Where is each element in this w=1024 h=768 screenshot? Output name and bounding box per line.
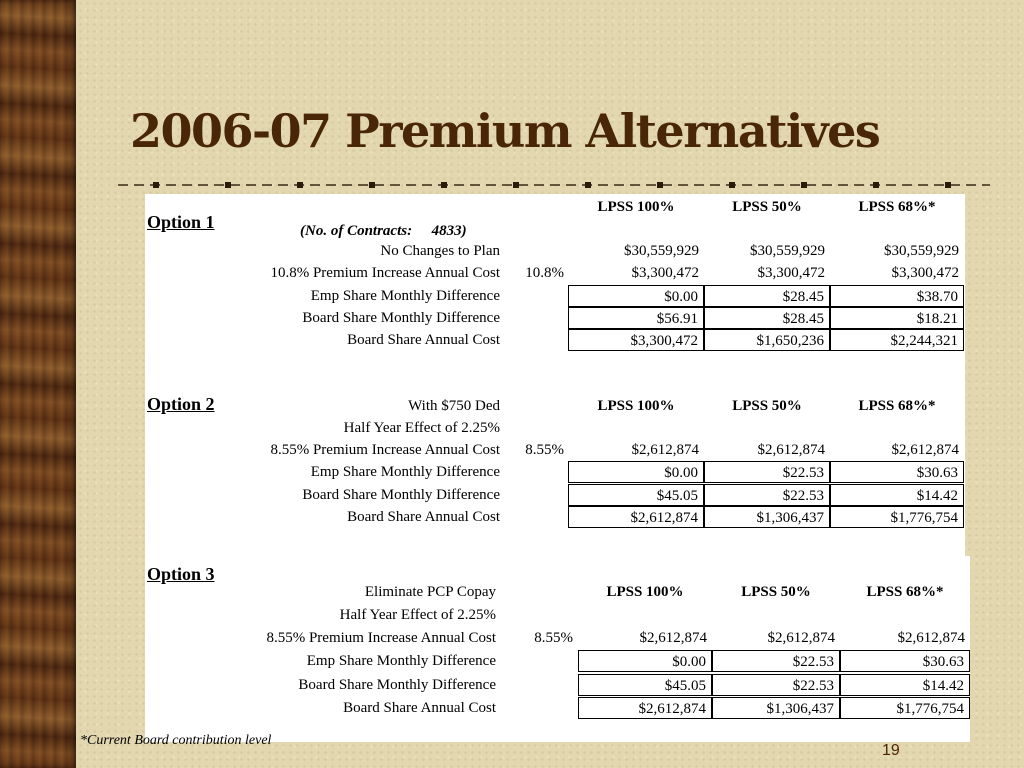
row-label: Board Share Monthly Difference xyxy=(298,677,496,693)
table-cell: $22.53 xyxy=(712,650,840,672)
table-cell: $3,300,472 xyxy=(757,265,825,281)
row-percent: 10.8% xyxy=(525,265,564,281)
column-header: LPSS 50% xyxy=(741,584,811,600)
row-label: Board Share Annual Cost xyxy=(343,700,496,716)
table-cell: $2,612,874 xyxy=(631,442,699,458)
table-cell: $1,776,754 xyxy=(840,697,970,719)
row-label: With $750 Ded xyxy=(408,398,500,414)
row-label: Board Share Monthly Difference xyxy=(302,487,500,503)
option-2-label: Option 2 xyxy=(147,394,215,414)
wood-grain-sidebar xyxy=(0,0,76,768)
row-label: Board Share Monthly Difference xyxy=(302,310,500,326)
table-cell: $45.05 xyxy=(568,484,704,506)
option-1-label: Option 1 xyxy=(147,212,215,232)
option-3-label: Option 3 xyxy=(147,564,215,584)
table-cell: $1,306,437 xyxy=(704,506,830,528)
table-cell: $30,559,929 xyxy=(624,243,699,259)
footnote: *Current Board contribution level xyxy=(80,733,272,748)
table-cell: $0.00 xyxy=(578,650,712,672)
column-header: LPSS 100% xyxy=(597,398,675,414)
contracts-label: (No. of Contracts: xyxy=(300,223,413,239)
table-cell: $14.42 xyxy=(830,484,964,506)
row-label: 8.55% Premium Increase Annual Cost xyxy=(270,442,500,458)
table-cell: $22.53 xyxy=(704,461,830,483)
table-cell: $2,612,874 xyxy=(639,630,707,646)
row-label: Eliminate PCP Copay xyxy=(364,584,496,600)
table-cell: $30.63 xyxy=(830,461,964,483)
column-header: LPSS 68%* xyxy=(858,398,936,414)
slide-title: 2006-07 Premium Alternatives xyxy=(130,104,880,158)
row-label: Half Year Effect of 2.25% xyxy=(339,607,496,623)
row-label: Emp Share Monthly Difference xyxy=(310,288,500,304)
row-label: Board Share Annual Cost xyxy=(347,509,500,525)
table-cell: $2,612,874 xyxy=(568,506,704,528)
table-cell: $3,300,472 xyxy=(568,329,704,351)
column-header: LPSS 68%* xyxy=(866,584,944,600)
column-header: LPSS 68%* xyxy=(858,199,936,215)
table-cell: $38.70 xyxy=(830,285,964,307)
table-cell: $2,612,874 xyxy=(578,697,712,719)
table-cell: $2,612,874 xyxy=(897,630,965,646)
table-cell: $14.42 xyxy=(840,674,970,696)
dotted-divider xyxy=(118,179,990,191)
table-cell: $3,300,472 xyxy=(631,265,699,281)
table-cell: $1,776,754 xyxy=(830,506,964,528)
table-cell: $22.53 xyxy=(712,674,840,696)
table-cell: $18.21 xyxy=(830,307,964,329)
contracts-value: 4833 xyxy=(431,223,462,239)
table-cell: $0.00 xyxy=(568,285,704,307)
row-label: Half Year Effect of 2.25% xyxy=(343,420,500,436)
table-cell: $30,559,929 xyxy=(750,243,825,259)
table-cell: $3,300,472 xyxy=(891,265,959,281)
table-cell: $2,244,321 xyxy=(830,329,964,351)
page-number: 19 xyxy=(882,742,900,759)
contracts-count xyxy=(300,220,467,242)
table-cell: $0.00 xyxy=(568,461,704,483)
table-cell: $28.45 xyxy=(704,285,830,307)
row-percent: 8.55% xyxy=(525,442,564,458)
table-cell: $30.63 xyxy=(840,650,970,672)
row-percent: 8.55% xyxy=(534,630,573,646)
row-label: 8.55% Premium Increase Annual Cost xyxy=(266,630,496,646)
row-label: Board Share Annual Cost xyxy=(347,332,500,348)
table-cell: $45.05 xyxy=(578,674,712,696)
row-label: Emp Share Monthly Difference xyxy=(310,464,500,480)
table-cell: $56.91 xyxy=(568,307,704,329)
contracts-close: ) xyxy=(461,223,467,239)
column-header: LPSS 100% xyxy=(597,199,675,215)
column-header: LPSS 100% xyxy=(606,584,684,600)
row-label: 10.8% Premium Increase Annual Cost xyxy=(270,265,500,281)
row-label: Emp Share Monthly Difference xyxy=(306,653,496,669)
table-cell: $1,306,437 xyxy=(712,697,840,719)
column-header: LPSS 50% xyxy=(732,199,802,215)
table-cell: $22.53 xyxy=(704,484,830,506)
table-cell: $2,612,874 xyxy=(767,630,835,646)
table-cell: $1,650,236 xyxy=(704,329,830,351)
column-header: LPSS 50% xyxy=(732,398,802,414)
table-cell: $2,612,874 xyxy=(891,442,959,458)
table-cell: $28.45 xyxy=(704,307,830,329)
row-label: No Changes to Plan xyxy=(380,243,500,259)
table-cell: $30,559,929 xyxy=(884,243,959,259)
table-cell: $2,612,874 xyxy=(757,442,825,458)
